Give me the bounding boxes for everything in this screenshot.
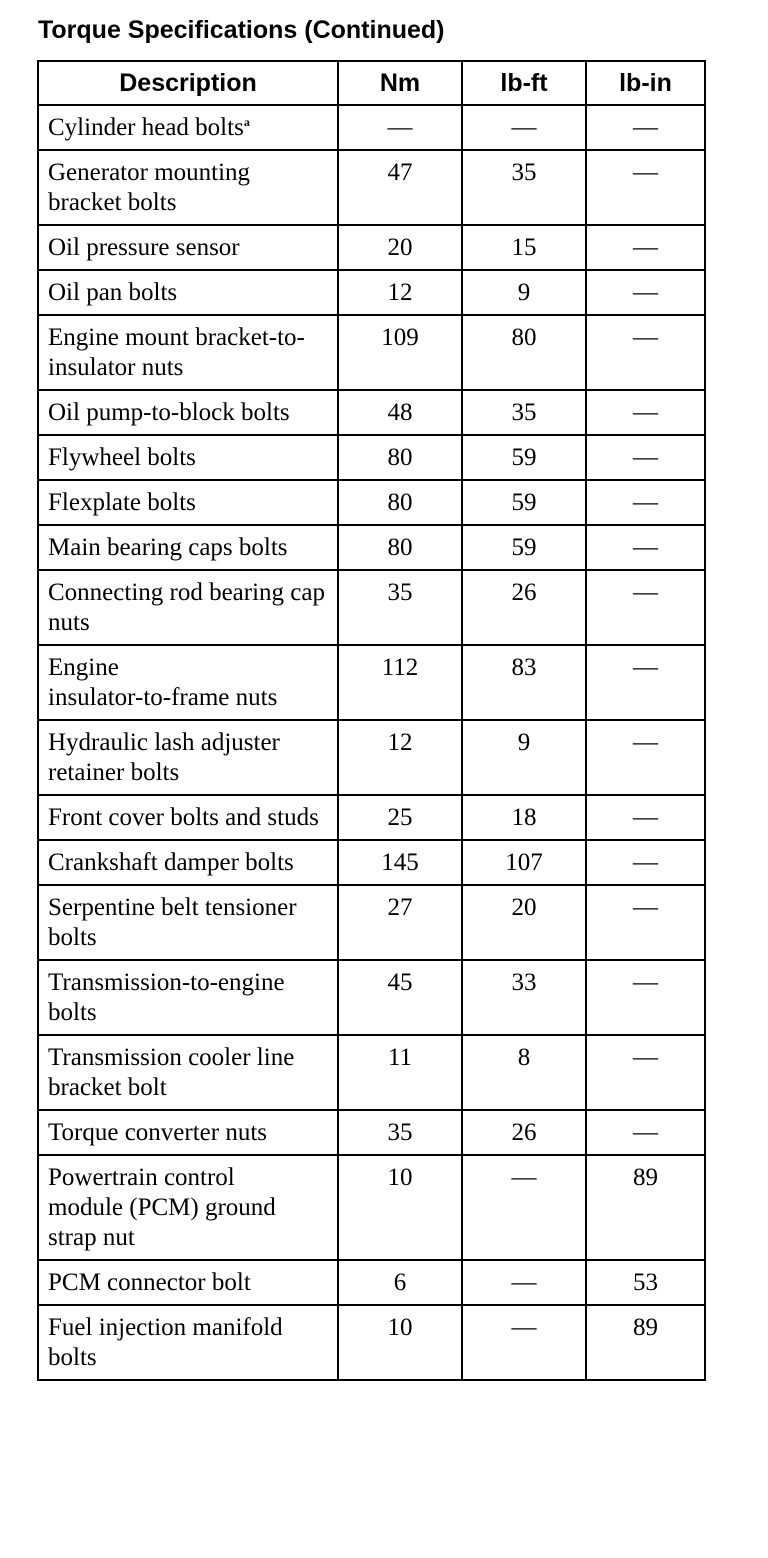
row-lb-ft: 35: [462, 390, 586, 435]
row-lb-ft: 26: [462, 1110, 586, 1155]
row-lb-ft: 9: [462, 270, 586, 315]
table-header-row: [38, 61, 705, 105]
table-row: [38, 1155, 705, 1260]
table-row: [38, 1305, 705, 1380]
row-description: [38, 105, 338, 150]
row-lb-ft: 59: [462, 525, 586, 570]
row-lb-in: —: [586, 480, 705, 525]
row-description: Flexplate bolts: [38, 480, 338, 525]
row-lb-ft: 15: [462, 225, 586, 270]
row-description: Oil pan bolts: [38, 270, 338, 315]
row-lb-ft: 8: [462, 1035, 586, 1110]
table-row: [38, 795, 705, 840]
row-lb-ft: 83: [462, 645, 586, 720]
table-row: [38, 315, 705, 390]
row-lb-ft: —: [462, 1155, 586, 1260]
row-lb-ft: —: [462, 1260, 586, 1305]
row-lb-in: —: [586, 270, 705, 315]
row-lb-in: —: [586, 570, 705, 645]
row-description: Generator mounting bracket bolts: [38, 150, 338, 225]
table-row: [38, 225, 705, 270]
row-nm: 20: [338, 225, 462, 270]
row-nm: 80: [338, 525, 462, 570]
header-description: Description: [38, 61, 338, 105]
row-description: Oil pressure sensor: [38, 225, 338, 270]
row-lb-in: —: [586, 105, 705, 150]
row-nm: 35: [338, 1110, 462, 1155]
row-description: Oil pump-to-block bolts: [38, 390, 338, 435]
row-lb-ft: 20: [462, 885, 586, 960]
row-description: Engine mount bracket-to-insulator nuts: [38, 315, 338, 390]
row-lb-ft: 59: [462, 435, 586, 480]
torque-spec-table: [37, 60, 706, 1381]
row-nm: 80: [338, 435, 462, 480]
row-nm: 11: [338, 1035, 462, 1110]
row-nm: 10: [338, 1305, 462, 1380]
row-description-text: Cylinder head bolts: [48, 114, 244, 141]
row-lb-in: —: [586, 840, 705, 885]
row-description: Flywheel bolts: [38, 435, 338, 480]
row-lb-ft: 35: [462, 150, 586, 225]
row-nm: 45: [338, 960, 462, 1035]
table-row: [38, 720, 705, 795]
row-description: Main bearing caps bolts: [38, 525, 338, 570]
row-description: Front cover bolts and studs: [38, 795, 338, 840]
table-row: [38, 1260, 705, 1305]
row-lb-in: —: [586, 960, 705, 1035]
row-lb-in: —: [586, 435, 705, 480]
row-nm: 47: [338, 150, 462, 225]
row-nm: 109: [338, 315, 462, 390]
table-row: [38, 525, 705, 570]
row-lb-ft: 107: [462, 840, 586, 885]
table-row: [38, 270, 705, 315]
row-description: Powertrain control module (PCM) ground strap nut: [38, 1155, 338, 1260]
row-lb-in: 53: [586, 1260, 705, 1305]
row-lb-in: —: [586, 1035, 705, 1110]
row-lb-ft: —: [462, 105, 586, 150]
row-nm: 27: [338, 885, 462, 960]
row-lb-in: 89: [586, 1305, 705, 1380]
table-row: [38, 645, 705, 720]
row-nm: 145: [338, 840, 462, 885]
row-lb-in: —: [586, 1110, 705, 1155]
row-description: PCM connector bolt: [38, 1260, 338, 1305]
row-lb-in: —: [586, 645, 705, 720]
row-nm: 48: [338, 390, 462, 435]
row-lb-in: —: [586, 150, 705, 225]
row-nm: 12: [338, 720, 462, 795]
table-row: [38, 840, 705, 885]
row-lb-ft: 18: [462, 795, 586, 840]
row-description: Transmission-to-engine bolts: [38, 960, 338, 1035]
row-description: Engine insulator-to-frame nuts: [38, 645, 338, 720]
header-lb-in: lb-in: [586, 61, 705, 105]
row-lb-in: —: [586, 225, 705, 270]
row-description: Transmission cooler line bracket bolt: [38, 1035, 338, 1110]
row-nm: 25: [338, 795, 462, 840]
row-lb-in: 89: [586, 1155, 705, 1260]
row-nm: 35: [338, 570, 462, 645]
header-nm: Nm: [338, 61, 462, 105]
row-lb-in: —: [586, 795, 705, 840]
row-description: Hydraulic lash adjuster retainer bolts: [38, 720, 338, 795]
row-lb-ft: 80: [462, 315, 586, 390]
row-lb-ft: 33: [462, 960, 586, 1035]
table-row: [38, 150, 705, 225]
row-nm: 10: [338, 1155, 462, 1260]
header-lb-ft: lb-ft: [462, 61, 586, 105]
row-nm: —: [338, 105, 462, 150]
footnote-marker: a: [243, 115, 250, 129]
table-row: [38, 435, 705, 480]
row-lb-in: —: [586, 390, 705, 435]
table-row: [38, 885, 705, 960]
row-lb-in: —: [586, 885, 705, 960]
row-lb-ft: 59: [462, 480, 586, 525]
table-row: [38, 960, 705, 1035]
table-row: [38, 1110, 705, 1155]
row-description: Crankshaft damper bolts: [38, 840, 338, 885]
row-nm: 112: [338, 645, 462, 720]
row-lb-in: —: [586, 315, 705, 390]
row-nm: 6: [338, 1260, 462, 1305]
table-row: [38, 570, 705, 645]
table-row: [38, 105, 705, 150]
row-description: Fuel injection manifold bolts: [38, 1305, 338, 1380]
table-row: [38, 390, 705, 435]
row-description: Serpentine belt tensioner bolts: [38, 885, 338, 960]
row-lb-in: —: [586, 525, 705, 570]
row-description: Connecting rod bearing cap nuts: [38, 570, 338, 645]
table-row: [38, 1035, 705, 1110]
row-lb-in: —: [586, 720, 705, 795]
row-description: Torque converter nuts: [38, 1110, 338, 1155]
page-title: Torque Specifications (Continued): [38, 16, 445, 44]
row-lb-ft: —: [462, 1305, 586, 1380]
row-lb-ft: 9: [462, 720, 586, 795]
row-nm: 80: [338, 480, 462, 525]
row-lb-ft: 26: [462, 570, 586, 645]
row-nm: 12: [338, 270, 462, 315]
table-row: [38, 480, 705, 525]
